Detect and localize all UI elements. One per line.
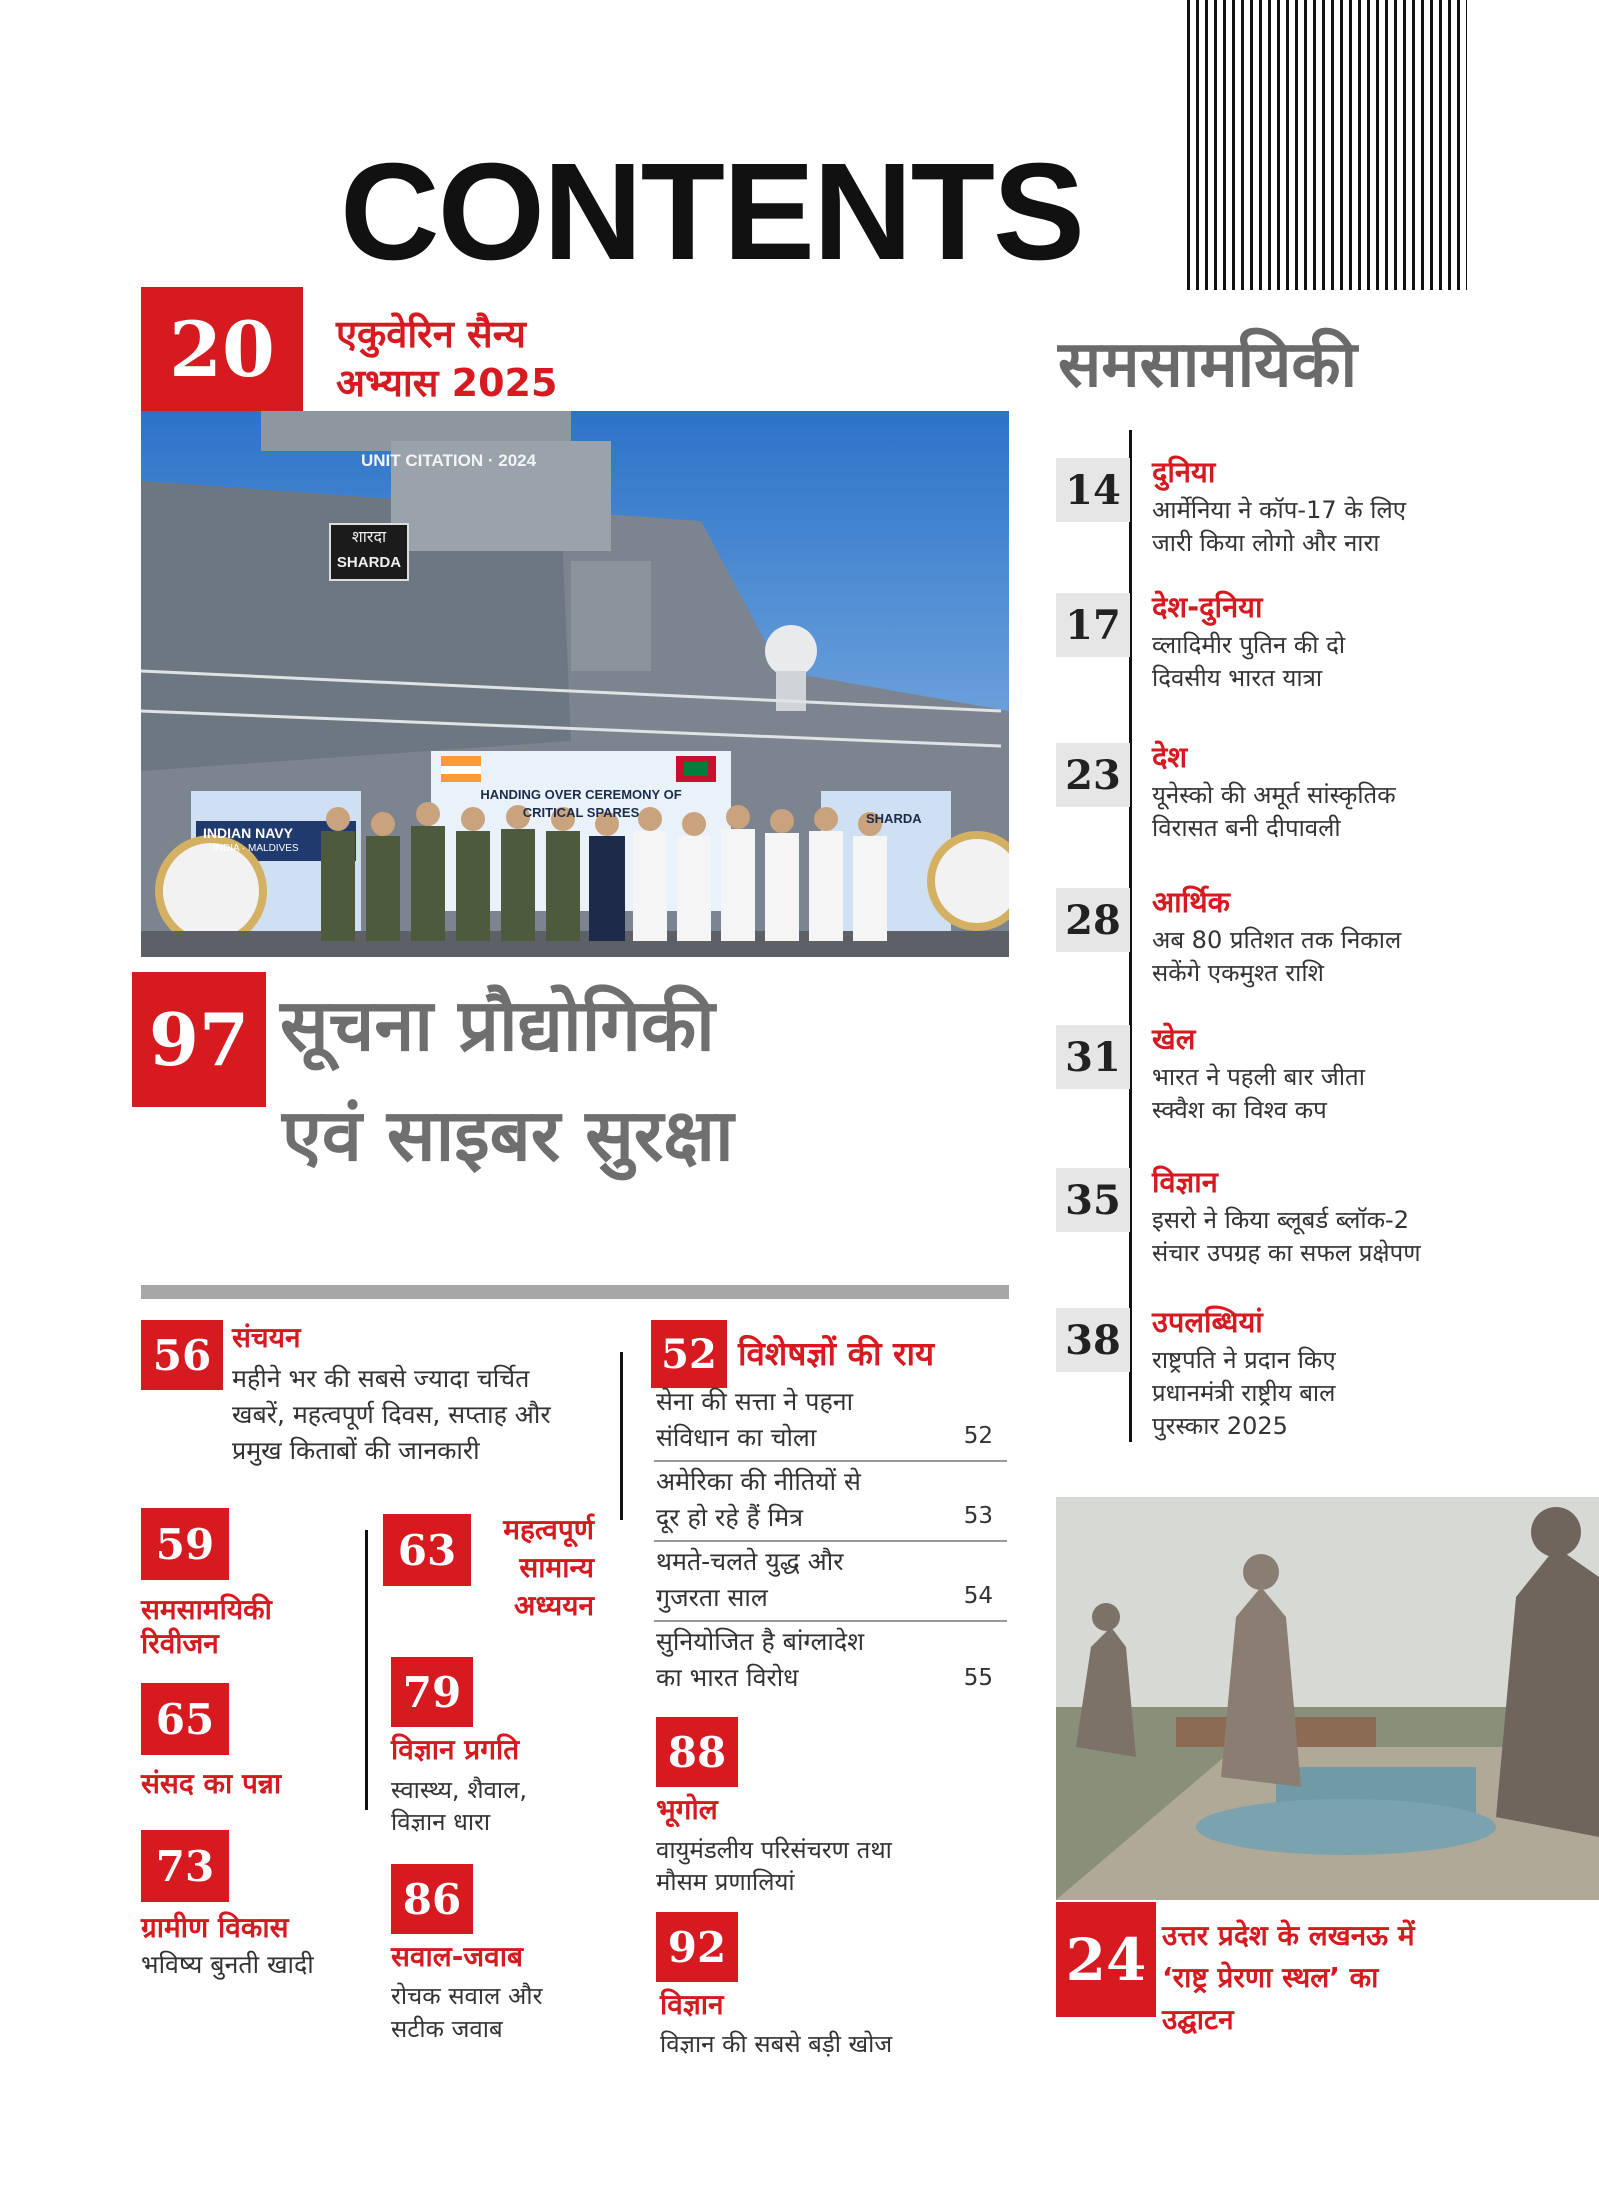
current-affairs-desc-line2: स्क्वैश का विश्व कप bbox=[1152, 1096, 1327, 1124]
ship-name-plate bbox=[329, 523, 409, 581]
naval-ceremony-illustration bbox=[141, 411, 1009, 957]
geography-desc-line2: मौसम प्रणालियां bbox=[656, 1868, 795, 1896]
page-title: CONTENTS bbox=[340, 135, 1083, 289]
science-progress-desc-line2: विज्ञान धारा bbox=[391, 1808, 491, 1836]
expert-article[interactable] bbox=[654, 1384, 1007, 1462]
current-affairs-page-number: 28 bbox=[1056, 888, 1130, 952]
expert-article-line2: संविधान का चोला bbox=[656, 1423, 817, 1452]
current-affairs-category: आर्थिक bbox=[1152, 885, 1230, 919]
indian-navy-text: INDIAN NAVY bbox=[203, 825, 293, 841]
current-affairs-page-number: 23 bbox=[1056, 743, 1130, 807]
current-affairs-desc-line1: व्लादिमीर पुतिन की दो bbox=[1152, 631, 1346, 659]
current-affairs-category: खेल bbox=[1152, 1022, 1196, 1056]
feature-title-line3[interactable]: उद्घाटन bbox=[1162, 2003, 1234, 2036]
current-affairs-desc-line2: विरासत बनी दीपावली bbox=[1152, 814, 1341, 842]
experts-title[interactable]: विशेषज्ञों की राय bbox=[738, 1334, 935, 1373]
science-progress-desc-line1: स्वास्थ्य, शैवाल, bbox=[391, 1776, 527, 1804]
science-desc: विज्ञान की सबसे बड़ी खोज bbox=[660, 2030, 893, 2058]
expert-article-page: 52 bbox=[963, 1423, 993, 1449]
current-affairs-desc-line1: यूनेस्को की अमूर्त सांस्कृतिक bbox=[1152, 781, 1396, 809]
current-affairs-desc-line2: सकेंगे एकमुश्त राशि bbox=[1152, 959, 1324, 987]
feature-page-number[interactable]: 24 bbox=[1056, 1902, 1156, 2017]
expert-article-line1: थमते-चलते युद्ध और bbox=[656, 1547, 844, 1576]
gs-title-line3[interactable]: अध्ययन bbox=[514, 1589, 594, 1622]
compilation-title[interactable]: संचयन bbox=[232, 1321, 301, 1354]
experts-page-number[interactable]: 52 bbox=[651, 1320, 727, 1388]
science-progress-title[interactable]: विज्ञान प्रगति bbox=[391, 1733, 520, 1766]
parliament-title[interactable]: संसद का पन्ना bbox=[141, 1767, 282, 1800]
current-affairs-desc-line2: प्रधानमंत्री राष्ट्रीय बाल bbox=[1152, 1379, 1336, 1407]
expert-article-line1: सेना की सत्ता ने पहना bbox=[656, 1387, 854, 1416]
current-affairs-item[interactable] bbox=[1056, 880, 1476, 1010]
current-affairs-desc-line2: संचार उपग्रह का सफल प्रक्षेपण bbox=[1152, 1239, 1421, 1267]
current-affairs-item[interactable] bbox=[1056, 1160, 1476, 1290]
memorial-park-illustration bbox=[1056, 1497, 1599, 1900]
geography-desc-line1: वायुमंडलीय परिसंचरण तथा bbox=[656, 1836, 892, 1864]
ceremony-banner-line1: HANDING OVER CEREMONY OF bbox=[480, 787, 682, 802]
rural-desc: भविष्य बुनती खादी bbox=[141, 1950, 314, 1979]
expert-article-line1: अमेरिका की नीतियों से bbox=[656, 1467, 861, 1496]
current-affairs-category: उपलब्धियां bbox=[1152, 1305, 1263, 1339]
special-section-title-line2[interactable]: एवं साइबर सुरक्षा bbox=[282, 1093, 734, 1177]
cover-story-photo[interactable] bbox=[141, 411, 1009, 957]
current-affairs-desc-line3: पुरस्कार 2025 bbox=[1152, 1412, 1288, 1440]
special-section-title-line1[interactable]: सूचना प्रौद्योगिकी bbox=[280, 983, 715, 1067]
rural-title[interactable]: ग्रामीण विकास bbox=[141, 1911, 289, 1944]
qa-title[interactable]: सवाल-जवाब bbox=[391, 1940, 523, 1973]
science-progress-page-number[interactable]: 79 bbox=[391, 1657, 473, 1727]
expert-article[interactable] bbox=[654, 1464, 1007, 1542]
rural-page-number[interactable]: 73 bbox=[141, 1830, 229, 1902]
compilation-page-number[interactable]: 56 bbox=[141, 1320, 223, 1390]
compilation-desc-line2: खबरें, महत्वपूर्ण दिवस, सप्ताह और bbox=[232, 1400, 551, 1429]
current-affairs-page-number: 31 bbox=[1056, 1025, 1130, 1089]
geography-page-number[interactable]: 88 bbox=[656, 1717, 738, 1787]
current-affairs-category: देश-दुनिया bbox=[1152, 590, 1263, 624]
left-column-rule bbox=[365, 1530, 368, 1810]
qa-desc-line1: रोचक सवाल और bbox=[391, 1982, 543, 2010]
cover-story-title-line1[interactable]: एकुवेरिन सैन्य bbox=[336, 312, 526, 356]
current-affairs-page-number: 35 bbox=[1056, 1168, 1130, 1232]
ship-name-hindi: शारदा bbox=[351, 529, 387, 546]
current-affairs-page-number: 17 bbox=[1056, 593, 1130, 657]
revision-title-line2[interactable]: रिवीजन bbox=[141, 1627, 219, 1660]
expert-article[interactable] bbox=[654, 1544, 1007, 1622]
cover-story-page-number[interactable]: 20 bbox=[141, 287, 303, 411]
cover-story-title-line2[interactable]: अभ्यास 2025 bbox=[336, 361, 558, 405]
current-affairs-category: विज्ञान bbox=[1152, 1165, 1218, 1199]
mid-column-rule bbox=[620, 1352, 623, 1520]
ceremony-banner-line2: CRITICAL SPARES bbox=[522, 805, 640, 820]
current-affairs-desc-line1: अब 80 प्रतिशत तक निकाल bbox=[1152, 926, 1402, 954]
current-affairs-item[interactable] bbox=[1056, 735, 1476, 865]
current-affairs-category: दुनिया bbox=[1152, 455, 1216, 489]
feature-photo[interactable] bbox=[1056, 1497, 1599, 1900]
qa-desc-line2: सटीक जवाब bbox=[391, 2015, 503, 2043]
gs-page-number[interactable]: 63 bbox=[383, 1514, 471, 1586]
expert-article-page: 54 bbox=[963, 1583, 993, 1609]
current-affairs-heading: समसामयिकी bbox=[1058, 328, 1358, 402]
qa-page-number[interactable]: 86 bbox=[391, 1864, 473, 1934]
barcode-stripes bbox=[1187, 0, 1467, 290]
current-affairs-desc-line1: राष्ट्रपति ने प्रदान किए bbox=[1152, 1346, 1336, 1374]
gs-title-line2[interactable]: सामान्य bbox=[519, 1551, 594, 1584]
feature-title-line2[interactable]: ‘राष्ट्र प्रेरणा स्थल’ का bbox=[1162, 1961, 1379, 1994]
science-page-number[interactable]: 92 bbox=[656, 1912, 738, 1982]
expert-article[interactable] bbox=[654, 1624, 1007, 1702]
compilation-desc-line1: महीने भर की सबसे ज्यादा चर्चित bbox=[232, 1364, 530, 1393]
geography-title[interactable]: भूगोल bbox=[656, 1793, 718, 1826]
revision-title-line1[interactable]: समसामयिकी bbox=[141, 1593, 272, 1626]
expert-article-line1: सुनियोजित है बांग्लादेश bbox=[656, 1627, 865, 1656]
expert-article-line2: दूर हो रहे हैं मित्र bbox=[656, 1503, 804, 1532]
expert-article-line2: गुजरता साल bbox=[656, 1583, 768, 1612]
india-maldives-text: INDIA · MALDIVES bbox=[213, 843, 299, 854]
current-affairs-desc-line2: जारी किया लोगो और नारा bbox=[1152, 529, 1380, 557]
current-affairs-item[interactable] bbox=[1056, 450, 1476, 580]
current-affairs-category: देश bbox=[1152, 740, 1188, 774]
unit-citation-text: UNIT CITATION · 2024 bbox=[361, 451, 537, 470]
sharda-badge-text: SHARDA bbox=[866, 811, 922, 826]
current-affairs-desc-line1: भारत ने पहली बार जीता bbox=[1152, 1063, 1365, 1091]
current-affairs-page-number: 14 bbox=[1056, 458, 1130, 522]
parliament-page-number[interactable]: 65 bbox=[141, 1683, 229, 1755]
feature-title-line1[interactable]: उत्तर प्रदेश के लखनऊ में bbox=[1162, 1919, 1415, 1952]
current-affairs-item[interactable] bbox=[1056, 1017, 1476, 1147]
compilation-desc-line3: प्रमुख किताबों की जानकारी bbox=[232, 1436, 480, 1465]
gs-title-line1[interactable]: महत्वपूर्ण bbox=[503, 1513, 594, 1546]
current-affairs-page-number: 38 bbox=[1056, 1308, 1130, 1372]
current-affairs-desc-line1: इसरो ने किया ब्लूबर्ड ब्लॉक-2 bbox=[1152, 1206, 1409, 1234]
current-affairs-desc-line2: दिवसीय भारत यात्रा bbox=[1152, 664, 1323, 692]
current-affairs-item[interactable] bbox=[1056, 1300, 1476, 1450]
science-title[interactable]: विज्ञान bbox=[660, 1988, 724, 2021]
ship-name-english: SHARDA bbox=[336, 554, 402, 571]
expert-article-line2: का भारत विरोध bbox=[656, 1663, 799, 1692]
special-section-page-number[interactable]: 97 bbox=[132, 972, 266, 1107]
section-divider bbox=[141, 1285, 1009, 1299]
expert-article-page: 55 bbox=[963, 1665, 993, 1691]
current-affairs-desc-line1: आर्मेनिया ने कॉप-17 के लिए bbox=[1152, 496, 1407, 524]
revision-page-number[interactable]: 59 bbox=[141, 1508, 229, 1580]
current-affairs-item[interactable] bbox=[1056, 585, 1476, 715]
expert-article-page: 53 bbox=[963, 1503, 993, 1529]
